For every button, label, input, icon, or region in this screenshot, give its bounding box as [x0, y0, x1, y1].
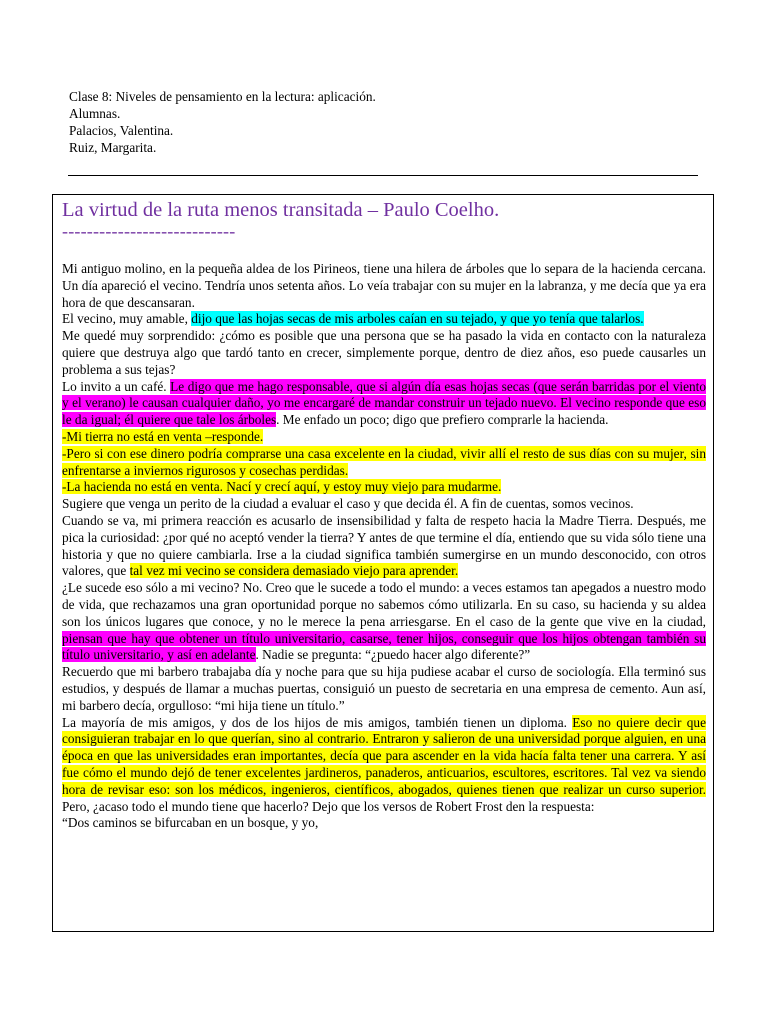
document-header [69, 88, 376, 156]
highlight-yellow: Eso no quiere decir que consiguieran trabajar en lo que querían, sino al contrario. Entraron y salieron de una universidad porque alguien, en una época en que las universidades eran importantes, decía que para ascender en la vida hacía falta tener una carrera. Y así fue cómo el mundo dejó de tener excelentes jardineros, panaderos, anticuarios, escultores, escritores. Tal vez va siendo hora de revisar eso: son los médicos, ingenieros, científicos, abogados, quienes tienen que realizar un curso superior. [62, 714, 706, 797]
text-run: . Me enfado un poco; digo que prefiero comprarle la hacienda. [276, 412, 609, 428]
highlight-yellow: tal vez mi vecino se considera demasiado viejo para aprender. [129, 563, 459, 579]
text-run: Cuando se va, mi primera reacción es acusarlo de insensibilidad y falta de respeto hacia la Madre Tierra. Después, me pica la curiosidad: ¿por qué no aceptó vender la tierra? Y antes de que termine el día, entiendo que su vida sólo tiene una historia y que no quiere cambiarla. Irse a la ciudad significa también sumergirse en un mundo desconocido, con otros valores, que [62, 512, 706, 579]
paragraph: Me quedé muy sorprendido: ¿cómo es posible que una persona que se ha pasado la vida en contacto con la naturaleza quiere que destruya algo que tardó tanto en crecer, simplemente porque, dentro de diez años, eso puede causarles un problema a sus tejas? [62, 328, 706, 377]
text-run: Lo invito a un café. [62, 378, 171, 394]
highlight-yellow: -Pero si con ese dinero podría comprarse una casa excelente en la ciudad, vivir allí el resto de sus días con su mujer, sin enfrentarse a inviernos rigurosos y cosechas perdidas. [62, 445, 706, 478]
paragraph [62, 715, 706, 816]
text-run: El vecino, muy amable, [62, 311, 192, 327]
paragraph: “Dos caminos se bifurcaban en un bosque, y yo, [62, 815, 319, 831]
paragraph [62, 580, 706, 664]
highlight-magenta: Le digo que me hago responsable, que si algún día esas hojas secas (que serán barridas por el viento y el verano) le causan cualquier daño, yo me encargaré de mandar construir un tejado nuevo. El vecino responde que eso le da igual; él quiere que tale los árboles [62, 378, 707, 428]
text-run: ¿Le sucede eso sólo a mi vecino? No. Creo que le sucede a todo el mundo: a veces estamos tan apegados a nuestro modo de vida, que rechazamos una gran oportunidad porque no sabemos cómo utilizarla. En su caso, su hacienda y su aldea son los únicos lugares que conoce, y no le merece la pena arriesgarse. En el caso de la gente que vive en la ciudad, [62, 580, 706, 629]
horizontal-rule [68, 175, 698, 176]
paragraph: Recuerdo que mi barbero trabajaba día y noche para que su hija pudiese acabar el curso de sociología. Ella terminó sus estudios, y después de llamar a muchas puertas, consiguió un puesto de secretaria en una empresa de cemento. Aun así, mi barbero decía, orgulloso: “mi hija tiene un título.” [62, 664, 706, 713]
highlight-cyan: dijo que las hojas secas de mis arboles caían en su tejado, y que yo tenía que talarlos. [191, 311, 644, 327]
paragraph [62, 429, 706, 446]
paragraph [62, 446, 706, 480]
article-box [52, 194, 714, 932]
text-run: La mayoría de mis amigos, y dos de los hijos de mis amigos, también tienen un diploma. [62, 714, 573, 730]
paragraph: Mi antiguo molino, en la pequeña aldea de los Pirineos, tiene una hilera de árboles que lo separa de la hacienda cercana. Un día apareció el vecino. Tendría unos setenta años. Lo veía trabajar con su mujer en la labranza, y me decía que ya era hora de que descansaran. [62, 261, 706, 310]
article-title: La virtud de la ruta menos transitada – Paulo Coelho. [62, 199, 500, 221]
text-run: . Nadie se pregunta: “¿puedo hacer algo diferente?” [255, 647, 531, 663]
students-label: Alumnas. [69, 106, 121, 121]
paragraph: Sugiere que venga un perito de la ciudad a evaluar el caso y que decida él. A fin de cuentas, somos vecinos. [62, 496, 634, 512]
article-body [62, 261, 706, 832]
text-run: Pero, ¿acaso todo el mundo tiene que hacerlo? Dejo que los versos de Robert Frost den la respuesta: [62, 798, 595, 814]
highlight-yellow: -La hacienda no está en venta. Nací y crecí aquí, y estoy muy viejo para mudarme. [62, 479, 502, 495]
paragraph [62, 379, 706, 429]
title-underline-dashes: ---------------------------- [62, 221, 236, 241]
student-name-2: Ruiz, Margarita. [69, 140, 157, 155]
highlight-magenta: piensan que hay que obtener un título universitario, casarse, tener hijos, conseguir que los hijos obtengan también su título universitario, y así en adelante [62, 630, 706, 663]
paragraph [62, 311, 706, 328]
student-name-1: Palacios, Valentina. [69, 123, 174, 138]
class-title: Clase 8: Niveles de pensamiento en la lectura: aplicación. [69, 89, 376, 104]
paragraph [62, 513, 706, 580]
highlight-yellow: -Mi tierra no está en venta –responde. [62, 428, 264, 444]
paragraph [62, 479, 706, 496]
